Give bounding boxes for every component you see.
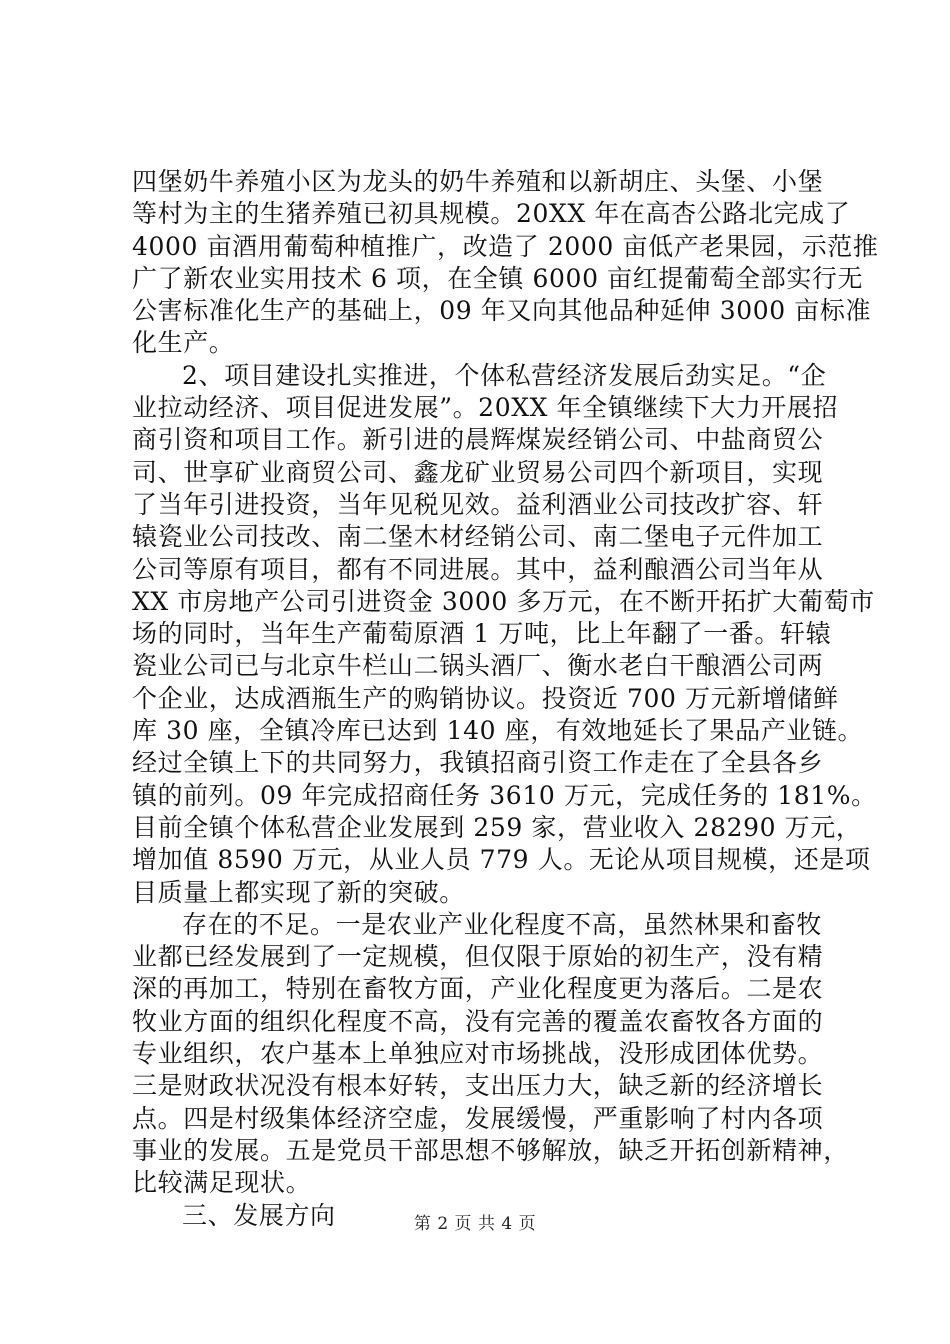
text-line: 深的再加工，特别在畜牧方面，产业化程度更为落后。二是农 [132, 974, 824, 1004]
text-line: 个企业，达成酒瓶生产的购销协议。投资近 700 万元新增储鲜 [132, 683, 839, 713]
text-line: 辕瓷业公司技改、南二堡木材经销公司、南二堡电子元件加工 [132, 522, 824, 552]
text-line: 经过全镇上下的共同努力，我镇招商引资工作走在了全县各乡 [132, 748, 824, 778]
text-line: 镇的前列。09 年完成招商任务 3610 万元，完成任务的 181%。 [132, 780, 877, 810]
text-line: 商引资和项目工作。新引进的晨辉煤炭经销公司、中盐商贸公 [132, 425, 824, 455]
text-line: 业拉动经济、项目促进发展”。20XX 年全镇继续下大力开展招 [132, 393, 839, 423]
text-line: 牧业方面的组织化程度不高，没有完善的覆盖农畜牧各方面的 [132, 1006, 824, 1036]
text-line: 目前全镇个体私营企业发展到 259 家，营业收入 28290 万元， [132, 812, 862, 842]
text-line: 增加值 8590 万元，从业人员 779 人。无论从项目规模，还是项 [132, 845, 871, 875]
text-line: 瓷业公司已与北京牛栏山二锅头酒厂、衡水老白干酿酒公司两 [132, 651, 824, 681]
document-body [132, 166, 879, 1232]
text-line: 等村为主的生猪养殖已初具规模。20XX 年在高杏公路北完成了 [132, 199, 851, 229]
text-line: 三是财政状况没有根本好转，支出压力大，缺乏新的经济增长 [132, 1071, 824, 1101]
text-line: 业都已经发展到了一定规模，但仅限于原始的初生产，没有精 [132, 942, 824, 972]
text-line: 三、发展方向 [182, 1200, 336, 1230]
text-line: 四堡奶牛养殖小区为龙头的奶牛养殖和以新胡庄、头堡、小堡 [132, 167, 824, 196]
text-line: 化生产。 [132, 328, 235, 358]
text-line: 2、项目建设扎实推进，个体私营经济发展后劲实足。“企 [182, 360, 827, 390]
text-line: 司、世享矿业商贸公司、鑫龙矿业贸易公司四个新项目，实现 [132, 457, 824, 487]
text-line: 专业组织，农户基本上单独应对市场挑战，没形成团体优势。 [132, 1039, 824, 1069]
text-line: 了当年引进投资，当年见税见效。益利酒业公司技改扩容、轩 [132, 489, 824, 519]
page-footer: 第 2 页 共 4 页 [413, 1214, 537, 1234]
text-line: 库 30 座，全镇冷库已达到 140 座，有效地延长了果品产业链。 [132, 716, 864, 746]
text-line: 4000 亩酒用葡萄种植推广，改造了 2000 亩低产老果园，示范推 [132, 231, 879, 261]
text-line: 公害标准化生产的基础上，09 年又向其他品种延伸 3000 亩标准 [132, 296, 872, 326]
text-line: XX 市房地产公司引进资金 3000 多万元，在不断开拓扩大葡萄市 [132, 586, 875, 616]
text-line: 公司等原有项目，都有不同进展。其中，益利酿酒公司当年从 [132, 554, 824, 584]
text-line: 目质量上都实现了新的突破。 [132, 877, 465, 907]
text-line: 比较满足现状。 [132, 1168, 312, 1198]
text-line: 事业的发展。五是党员干部思想不够解放，缺乏开拓创新精神， [132, 1135, 849, 1165]
text-line: 存在的不足。一是农业产业化程度不高，虽然林果和畜牧 [182, 909, 823, 939]
text-line: 点。四是村级集体经济空虚，发展缓慢，严重影响了村内各项 [132, 1103, 824, 1133]
text-line: 广了新农业实用技术 6 项，在全镇 6000 亩红提葡萄全部实行无 [132, 263, 864, 293]
text-line: 场的同时，当年生产葡萄原酒 1 万吨，比上年翻了一番。轩辕 [132, 619, 832, 649]
